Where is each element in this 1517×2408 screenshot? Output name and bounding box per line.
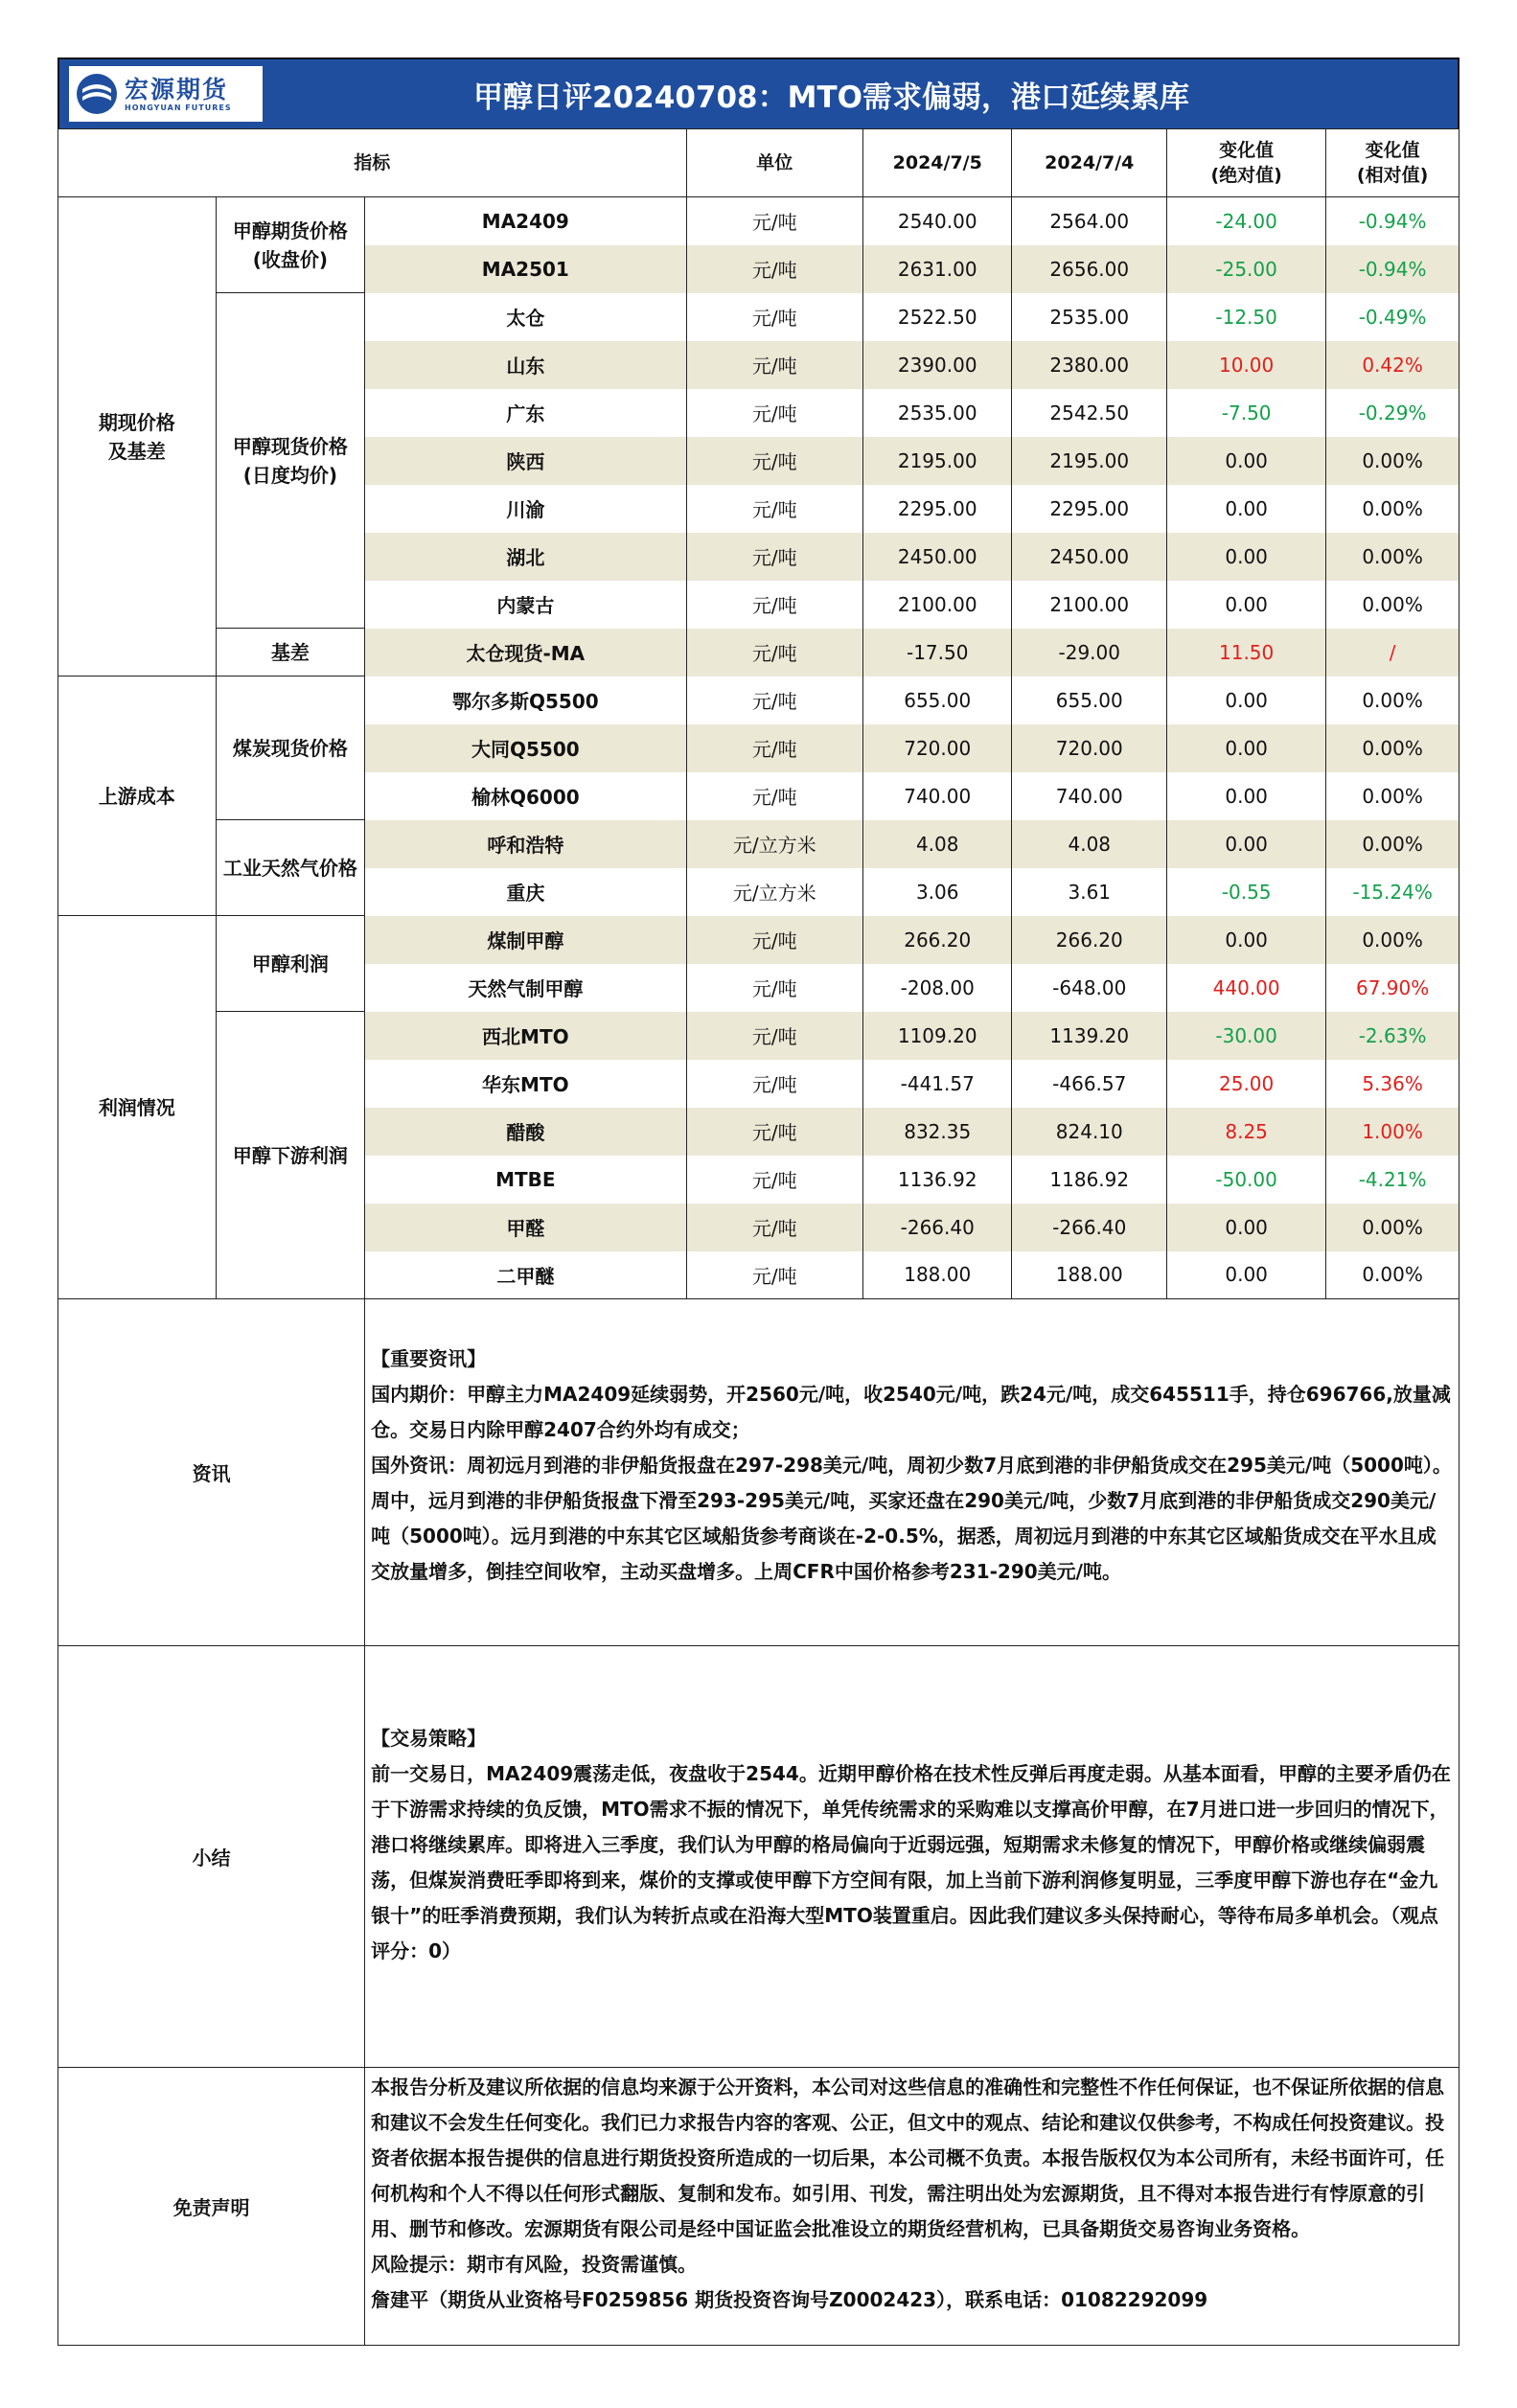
- section-label: 利润情况: [58, 916, 217, 1299]
- value-date-2: 2450.00: [1012, 533, 1167, 581]
- abs-change: 0.00: [1167, 437, 1326, 485]
- abs-change: -30.00: [1167, 1012, 1326, 1060]
- indicator-name: 太仓现货-MA: [365, 629, 686, 677]
- value-date-1: 2540.00: [862, 197, 1011, 245]
- group-label: 煤炭现货价格: [216, 677, 364, 820]
- group-label: 工业天然气价格: [216, 820, 364, 916]
- indicator-name: 山东: [365, 341, 686, 389]
- unit-cell: 元/吨: [686, 1060, 862, 1108]
- table-row: [58, 629, 1460, 677]
- value-date-1: 2195.00: [862, 437, 1011, 485]
- rel-change: 67.90%: [1326, 964, 1460, 1012]
- value-date-2: 266.20: [1012, 916, 1167, 964]
- summary-heading: 【交易策略】: [371, 1727, 487, 1750]
- indicator-name: 湖北: [365, 533, 686, 581]
- risk-notice: 风险提示：期市有风险，投资需谨慎。: [371, 2253, 698, 2276]
- value-date-1: -17.50: [862, 629, 1011, 677]
- abs-change: 0.00: [1167, 916, 1326, 964]
- indicator-name: 醋酸: [365, 1108, 686, 1156]
- value-date-2: 1186.92: [1012, 1156, 1167, 1204]
- rel-change: -0.94%: [1326, 245, 1460, 293]
- rel-change: 0.00%: [1326, 1251, 1460, 1299]
- data-table: [57, 128, 1460, 2346]
- value-date-1: 2295.00: [862, 485, 1011, 533]
- unit-cell: 元/吨: [686, 1012, 862, 1060]
- col-rel-change: 变化值 (相对值): [1326, 129, 1460, 197]
- indicator-name: 内蒙古: [365, 581, 686, 629]
- value-date-1: -441.57: [862, 1060, 1011, 1108]
- unit-cell: 元/吨: [686, 1204, 862, 1251]
- value-date-1: 2100.00: [862, 581, 1011, 629]
- indicator-name: 太仓: [365, 293, 686, 341]
- rel-change: 0.00%: [1326, 916, 1460, 964]
- company-logo: [69, 66, 263, 122]
- rel-change: 5.36%: [1326, 1060, 1460, 1108]
- table-row: [58, 916, 1460, 964]
- unit-cell: 元/吨: [686, 437, 862, 485]
- summary-body: 前一交易日，MA2409震荡走低，夜盘收于2544。近期甲醇价格在技术性反弹后再度走弱。从基本面看，甲醇的主要矛盾仍在于下游需求持续的负反馈，MTO需求不振的情况下，单凭传统需求的采购难以支撑高价甲醇，在7月进口进一步回归的情况下，港口将继续累库。即将进入三季度，我们认为甲醇的格局偏向于近弱远强，短期需求未修复的情况下，甲醇价格或继续偏弱震荡，但煤炭消费旺季即将到来，煤价的支撑或使甲醇下方空间有限，加上当前下游利润修复明显，三季度甲醇下游也存在“金九银十”的旺季消费预期，我们认为转折点或在沿海大型MTO装置重启。因此我们建议多头保持耐心，等待布局多单机会。（观点评分：0）: [371, 1762, 1451, 1962]
- indicator-name: 呼和浩特: [365, 820, 686, 868]
- news-row: [58, 1299, 1460, 1646]
- value-date-1: 832.35: [862, 1108, 1011, 1156]
- indicator-name: 广东: [365, 389, 686, 437]
- group-label: 甲醇现货价格 (日度均价): [216, 293, 364, 629]
- indicator-name: 鄂尔多斯Q5500: [365, 677, 686, 724]
- disclaimer-label: 免责声明: [58, 2068, 365, 2346]
- abs-change: -25.00: [1167, 245, 1326, 293]
- value-date-1: 720.00: [862, 724, 1011, 772]
- value-date-2: 2380.00: [1012, 341, 1167, 389]
- rel-change: -15.24%: [1326, 868, 1460, 916]
- value-date-2: 2195.00: [1012, 437, 1167, 485]
- rel-change: 0.00%: [1326, 724, 1460, 772]
- disclaimer-row: [58, 2068, 1460, 2346]
- value-date-1: 2390.00: [862, 341, 1011, 389]
- rel-change: 0.00%: [1326, 581, 1460, 629]
- unit-cell: 元/吨: [686, 772, 862, 820]
- value-date-2: 655.00: [1012, 677, 1167, 724]
- indicator-name: 川渝: [365, 485, 686, 533]
- value-date-2: 188.00: [1012, 1251, 1167, 1299]
- rel-change: 0.00%: [1326, 1204, 1460, 1251]
- unit-cell: 元/吨: [686, 293, 862, 341]
- abs-change: 440.00: [1167, 964, 1326, 1012]
- indicator-name: 大同Q5500: [365, 724, 686, 772]
- group-label: 基差: [216, 629, 364, 677]
- value-date-2: -266.40: [1012, 1204, 1167, 1251]
- logo-emblem-icon: [75, 72, 119, 116]
- indicator-name: 二甲醚: [365, 1251, 686, 1299]
- unit-cell: 元/吨: [686, 916, 862, 964]
- abs-change: 0.00: [1167, 724, 1326, 772]
- unit-cell: 元/吨: [686, 629, 862, 677]
- unit-cell: 元/吨: [686, 485, 862, 533]
- value-date-1: 188.00: [862, 1251, 1011, 1299]
- value-date-2: 2535.00: [1012, 293, 1167, 341]
- author-info: 詹建平（期货从业资格号F0259856 期货投资咨询号Z0002423），联系电话：01082292099: [371, 2288, 1208, 2311]
- indicator-name: 重庆: [365, 868, 686, 916]
- value-date-1: 2631.00: [862, 245, 1011, 293]
- group-label: 甲醇期货价格 (收盘价): [216, 197, 364, 293]
- abs-change: 0.00: [1167, 485, 1326, 533]
- table-body: [58, 197, 1460, 2346]
- table-row: [58, 197, 1460, 245]
- abs-change: 0.00: [1167, 772, 1326, 820]
- value-date-1: 266.20: [862, 916, 1011, 964]
- value-date-2: 2100.00: [1012, 581, 1167, 629]
- disclaimer-body: 本报告分析及建议所依据的信息均来源于公开资料，本公司对这些信息的准确性和完整性不作任何保证，也不保证所依据的信息和建议不会发生任何变化。我们已力求报告内容的客观、公正，但文中的观点、结论和建议仅供参考，不构成任何投资建议。投资者依据本报告提供的信息进行期货投资所造成的一切后果，本公司概不负责。本报告版权仅为本公司所有，未经书面许可，任何机构和个人不得以任何形式翻版、复制和发布。如引用、刊发，需注明出处为宏源期货，且不得对本报告进行有悖原意的引用、删节和修改。宏源期货有限公司是经中国证监会批准设立的期货经营机构，已具备期货交易咨询业务资格。: [371, 2075, 1445, 2240]
- abs-change: 0.00: [1167, 677, 1326, 724]
- abs-change: -0.55: [1167, 868, 1326, 916]
- value-date-2: 2564.00: [1012, 197, 1167, 245]
- abs-change: 0.00: [1167, 820, 1326, 868]
- value-date-1: -208.00: [862, 964, 1011, 1012]
- value-date-1: 1136.92: [862, 1156, 1011, 1204]
- abs-change: -50.00: [1167, 1156, 1326, 1204]
- value-date-2: -29.00: [1012, 629, 1167, 677]
- indicator-name: 榆林Q6000: [365, 772, 686, 820]
- value-date-2: 1139.20: [1012, 1012, 1167, 1060]
- value-date-1: 3.06: [862, 868, 1011, 916]
- news-content: [365, 1299, 1460, 1646]
- value-date-2: 4.08: [1012, 820, 1167, 868]
- rel-change: -0.94%: [1326, 197, 1460, 245]
- value-date-1: 2522.50: [862, 293, 1011, 341]
- indicator-name: MTBE: [365, 1156, 686, 1204]
- disclaimer-content: [365, 2068, 1460, 2346]
- abs-change: 10.00: [1167, 341, 1326, 389]
- value-date-1: 740.00: [862, 772, 1011, 820]
- indicator-name: MA2409: [365, 197, 686, 245]
- abs-change: 0.00: [1167, 533, 1326, 581]
- logo-english-name: HONGYUAN FUTURES: [125, 103, 232, 112]
- col-date-1: 2024/7/5: [862, 129, 1011, 197]
- table-row: [58, 820, 1460, 868]
- value-date-2: 2295.00: [1012, 485, 1167, 533]
- indicator-name: 西北MTO: [365, 1012, 686, 1060]
- rel-change: -2.63%: [1326, 1012, 1460, 1060]
- section-label: 上游成本: [58, 677, 217, 916]
- value-date-2: 2656.00: [1012, 245, 1167, 293]
- news-body: 国内期价：甲醇主力MA2409延续弱势，开2560元/吨，收2540元/吨，跌24元/吨，成交645511手，持仓696766,放量减仓。交易日内除甲醇2407合约外均有成交； 国外资讯：周初远月到港的非伊船货报盘在297-298美元/吨，周初少数7月底到港的非伊船货成交在295美元/吨（5000吨）。周中，远月到港的非伊船货报盘下滑至293-295美元/吨，买家还盘在290美元/吨，少数7月底到港的非伊船货成交290美元/吨（5000吨）。远月到港的中东其它区域船货参考商谈在-2-0.5%，据悉，周初远月到港的中东其它区域船货成交在平水且成交放量增多，倒挂空间收窄，主动买盘增多。上周CFR中国价格参考231-290美元/吨。: [371, 1383, 1452, 1583]
- indicator-name: 甲醛: [365, 1204, 686, 1251]
- unit-cell: 元/吨: [686, 1108, 862, 1156]
- value-date-1: -266.40: [862, 1204, 1011, 1251]
- value-date-1: 2450.00: [862, 533, 1011, 581]
- value-date-1: 2535.00: [862, 389, 1011, 437]
- report-banner: [57, 57, 1460, 128]
- rel-change: 0.00%: [1326, 677, 1460, 724]
- unit-cell: 元/吨: [686, 1156, 862, 1204]
- value-date-2: 824.10: [1012, 1108, 1167, 1156]
- indicator-name: 煤制甲醇: [365, 916, 686, 964]
- value-date-2: -466.57: [1012, 1060, 1167, 1108]
- report-sheet: [57, 57, 1460, 2346]
- logo-chinese-name: 宏源期货: [125, 75, 229, 103]
- rel-change: 0.00%: [1326, 772, 1460, 820]
- unit-cell: 元/吨: [686, 964, 862, 1012]
- rel-change: 0.00%: [1326, 437, 1460, 485]
- value-date-2: 720.00: [1012, 724, 1167, 772]
- report-title: 甲醇日评20240708：MTO需求偏弱，港口延续累库: [473, 80, 1189, 115]
- unit-cell: 元/吨: [686, 341, 862, 389]
- rel-change: 0.42%: [1326, 341, 1460, 389]
- rel-change: /: [1326, 629, 1460, 677]
- rel-change: 0.00%: [1326, 820, 1460, 868]
- summary-content: [365, 1646, 1460, 2068]
- col-indicator: 指标: [58, 129, 687, 197]
- table-row: [58, 293, 1460, 341]
- summary-row: [58, 1646, 1460, 2068]
- table-row: [58, 1012, 1460, 1060]
- abs-change: 0.00: [1167, 1251, 1326, 1299]
- abs-change: 0.00: [1167, 581, 1326, 629]
- table-row: [58, 677, 1460, 724]
- value-date-1: 4.08: [862, 820, 1011, 868]
- news-heading: 【重要资讯】: [371, 1347, 487, 1370]
- value-date-1: 1109.20: [862, 1012, 1011, 1060]
- value-date-2: -648.00: [1012, 964, 1167, 1012]
- indicator-name: 华东MTO: [365, 1060, 686, 1108]
- value-date-2: 2542.50: [1012, 389, 1167, 437]
- abs-change: 25.00: [1167, 1060, 1326, 1108]
- abs-change: 8.25: [1167, 1108, 1326, 1156]
- unit-cell: 元/吨: [686, 533, 862, 581]
- abs-change: -12.50: [1167, 293, 1326, 341]
- abs-change: 11.50: [1167, 629, 1326, 677]
- group-label: 甲醇下游利润: [216, 1012, 364, 1299]
- unit-cell: 元/立方米: [686, 820, 862, 868]
- unit-cell: 元/吨: [686, 724, 862, 772]
- rel-change: 1.00%: [1326, 1108, 1460, 1156]
- col-date-2: 2024/7/4: [1012, 129, 1167, 197]
- rel-change: -0.29%: [1326, 389, 1460, 437]
- indicator-name: MA2501: [365, 245, 686, 293]
- unit-cell: 元/吨: [686, 677, 862, 724]
- rel-change: -4.21%: [1326, 1156, 1460, 1204]
- abs-change: -7.50: [1167, 389, 1326, 437]
- unit-cell: 元/吨: [686, 1251, 862, 1299]
- table-header-row: [58, 129, 1460, 197]
- summary-label: 小结: [58, 1646, 365, 2068]
- value-date-2: 3.61: [1012, 868, 1167, 916]
- unit-cell: 元/吨: [686, 197, 862, 245]
- col-unit: 单位: [686, 129, 862, 197]
- unit-cell: 元/吨: [686, 389, 862, 437]
- value-date-1: 655.00: [862, 677, 1011, 724]
- value-date-2: 740.00: [1012, 772, 1167, 820]
- indicator-name: 陕西: [365, 437, 686, 485]
- indicator-name: 天然气制甲醇: [365, 964, 686, 1012]
- section-label: 期现价格 及基差: [58, 197, 217, 677]
- col-abs-change: 变化值 (绝对值): [1167, 129, 1326, 197]
- abs-change: 0.00: [1167, 1204, 1326, 1251]
- unit-cell: 元/立方米: [686, 868, 862, 916]
- group-label: 甲醇利润: [216, 916, 364, 1012]
- rel-change: 0.00%: [1326, 533, 1460, 581]
- abs-change: -24.00: [1167, 197, 1326, 245]
- rel-change: -0.49%: [1326, 293, 1460, 341]
- unit-cell: 元/吨: [686, 245, 862, 293]
- news-label: 资讯: [58, 1299, 365, 1646]
- rel-change: 0.00%: [1326, 485, 1460, 533]
- unit-cell: 元/吨: [686, 581, 862, 629]
